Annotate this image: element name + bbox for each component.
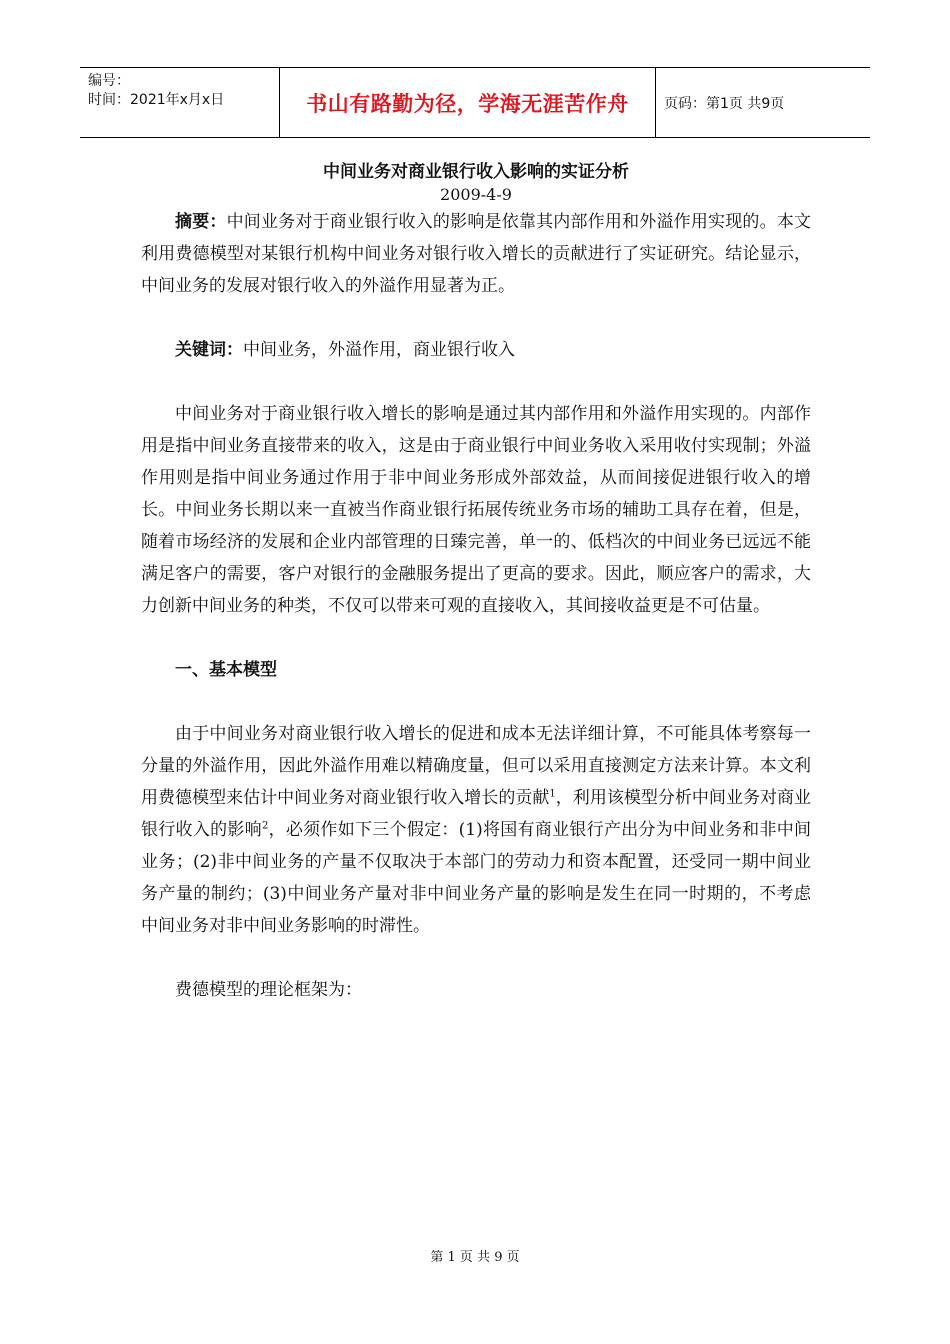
number-label: 编号： bbox=[88, 73, 130, 89]
article-title: 中间业务对商业银行收入影响的实证分析 bbox=[323, 162, 629, 182]
framework-paragraph: 费德模型的理论框架为： bbox=[175, 980, 362, 1000]
keywords-label: 关键词： bbox=[175, 340, 243, 360]
header-motto: 书山有路勤为径，学海无涯苦作舟 bbox=[280, 68, 656, 137]
footnote-ref-2: 2 bbox=[261, 820, 269, 832]
keywords-text: 中间业务，外溢作用，商业银行收入 bbox=[243, 340, 515, 360]
intro-paragraph: 中间业务对于商业银行收入增长的影响是通过其内部作用和外溢作用实现的。内部作用是指中间业务直接带来的收入，这是由于商业银行中间业务收入采用收付实现制；外溢作用则是指中间业务通过作用于非中间业务形成外部效益，从而间接促进银行收入的增长。中间业务长期以来一直被当作商业银行拓展传统业务市场的辅助工具存在着，但是，随着市场经济的发展和企业内部管理的日臻完善，单一的、低档次的中间业务已远远不能满足客户的需要，客户对银行的金融服务提出了更高的要求。因此，顺应客户的需求，大力创新中间业务的种类，不仅可以带来可观的直接收入，其间接收益更是不可估量。 bbox=[141, 404, 811, 616]
keywords-paragraph bbox=[141, 334, 811, 366]
header-page-label: 页码：第1页 共9页 bbox=[664, 95, 785, 112]
footnote-ref-1: 1 bbox=[549, 788, 556, 800]
abstract-text: 中间业务对于商业银行收入的影响是依靠其内部作用和外溢作用实现的。本文利用费德模型对某银行机构中间业务对银行收入增长的贡献进行了实证研究。结论显示，中间业务的发展对银行收入的外溢作用显著为正。 bbox=[141, 212, 812, 296]
model-paragraph bbox=[141, 718, 811, 942]
model-text-part1: 由于中间业务对商业银行收入增长的促进和成本无法详细计算，不可能具体考察每一分量的外溢作用，因此外溢作用难以精确度量，但可以采用直接测定方法来计算。本文利用费德模型来估计中间业务对商业银行收入增长的贡献 bbox=[141, 724, 811, 808]
page-header bbox=[80, 67, 870, 138]
header-meta bbox=[80, 68, 280, 137]
model-text-part3: ，必须作如下三个假定：(1)将国有商业银行产出分为中间业务和非中间业务；(2)非中间业务的产量不仅取决于本部门的劳动力和资本配置，还受同一期中间业务产量的制约；(3)中间业务产量对非中间业务产量的影响是发生在同一时期的，不考虑中间业务对非中间业务影响的时滞性。 bbox=[141, 820, 811, 936]
page-footer: 第 1 页 共 9 页 bbox=[430, 1250, 520, 1265]
model-text-part2: ，利用该模型分析中间业务对商业银行收入的影响 bbox=[141, 788, 812, 840]
section-heading-basic-model: 一、基本模型 bbox=[175, 660, 277, 680]
abstract-label: 摘要： bbox=[175, 212, 227, 232]
article-body bbox=[141, 160, 811, 1006]
time-label: 时间：2021年x月x日 bbox=[88, 92, 225, 108]
abstract-paragraph bbox=[141, 206, 811, 302]
article-date: 2009-4-9 bbox=[440, 185, 512, 204]
